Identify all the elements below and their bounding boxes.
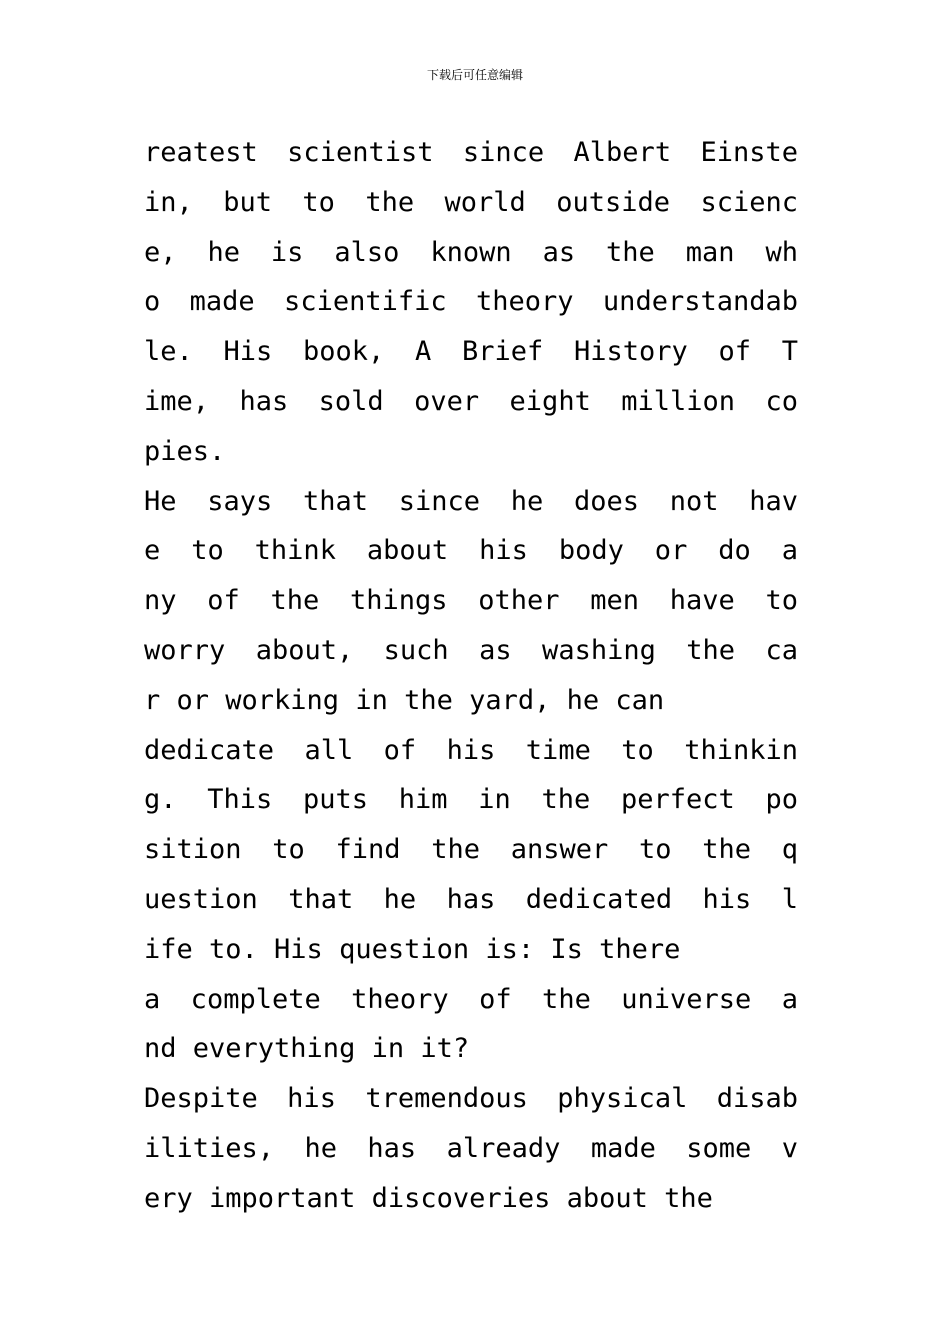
- text-line: worry about, such as washing the ca: [144, 634, 798, 666]
- text-line: g. This puts him in the perfect po: [144, 784, 798, 816]
- text-line: e, he is also known as the man wh: [144, 236, 798, 268]
- text-line: pies.: [144, 435, 226, 467]
- text-line: e to think about his body or do a: [144, 535, 798, 567]
- page-header: 下载后可任意编辑: [426, 68, 523, 82]
- text-line: ife to. His question is: Is there: [144, 933, 681, 965]
- text-line: in, but to the world outside scienc: [144, 186, 798, 218]
- text-line: He says that since he does not hav: [144, 485, 798, 517]
- text-line: sition to find the answer to the q: [144, 834, 798, 866]
- text-line: le. His book, A Brief History of T: [144, 336, 798, 368]
- text-line: ery important discoveries about the: [144, 1182, 713, 1214]
- text-line: a complete theory of the universe a: [144, 983, 798, 1015]
- text-line: dedicate all of his time to thinkin: [144, 734, 798, 766]
- text-line: Despite his tremendous physical disab: [144, 1083, 798, 1115]
- text-line: o made scientific theory understandab: [144, 286, 798, 318]
- text-line: ime, has sold over eight million co: [144, 385, 798, 417]
- text-line: ilities, he has already made some v: [144, 1132, 798, 1164]
- body-text: [144, 128, 798, 1224]
- text-line: r or working in the yard, he can: [144, 684, 665, 716]
- text-line: ny of the things other men have to: [144, 585, 798, 617]
- text-line: uestion that he has dedicated his l: [144, 883, 798, 915]
- text-line: nd everything in it?: [144, 1033, 470, 1065]
- text-line: reatest scientist since Albert Einste: [144, 137, 798, 168]
